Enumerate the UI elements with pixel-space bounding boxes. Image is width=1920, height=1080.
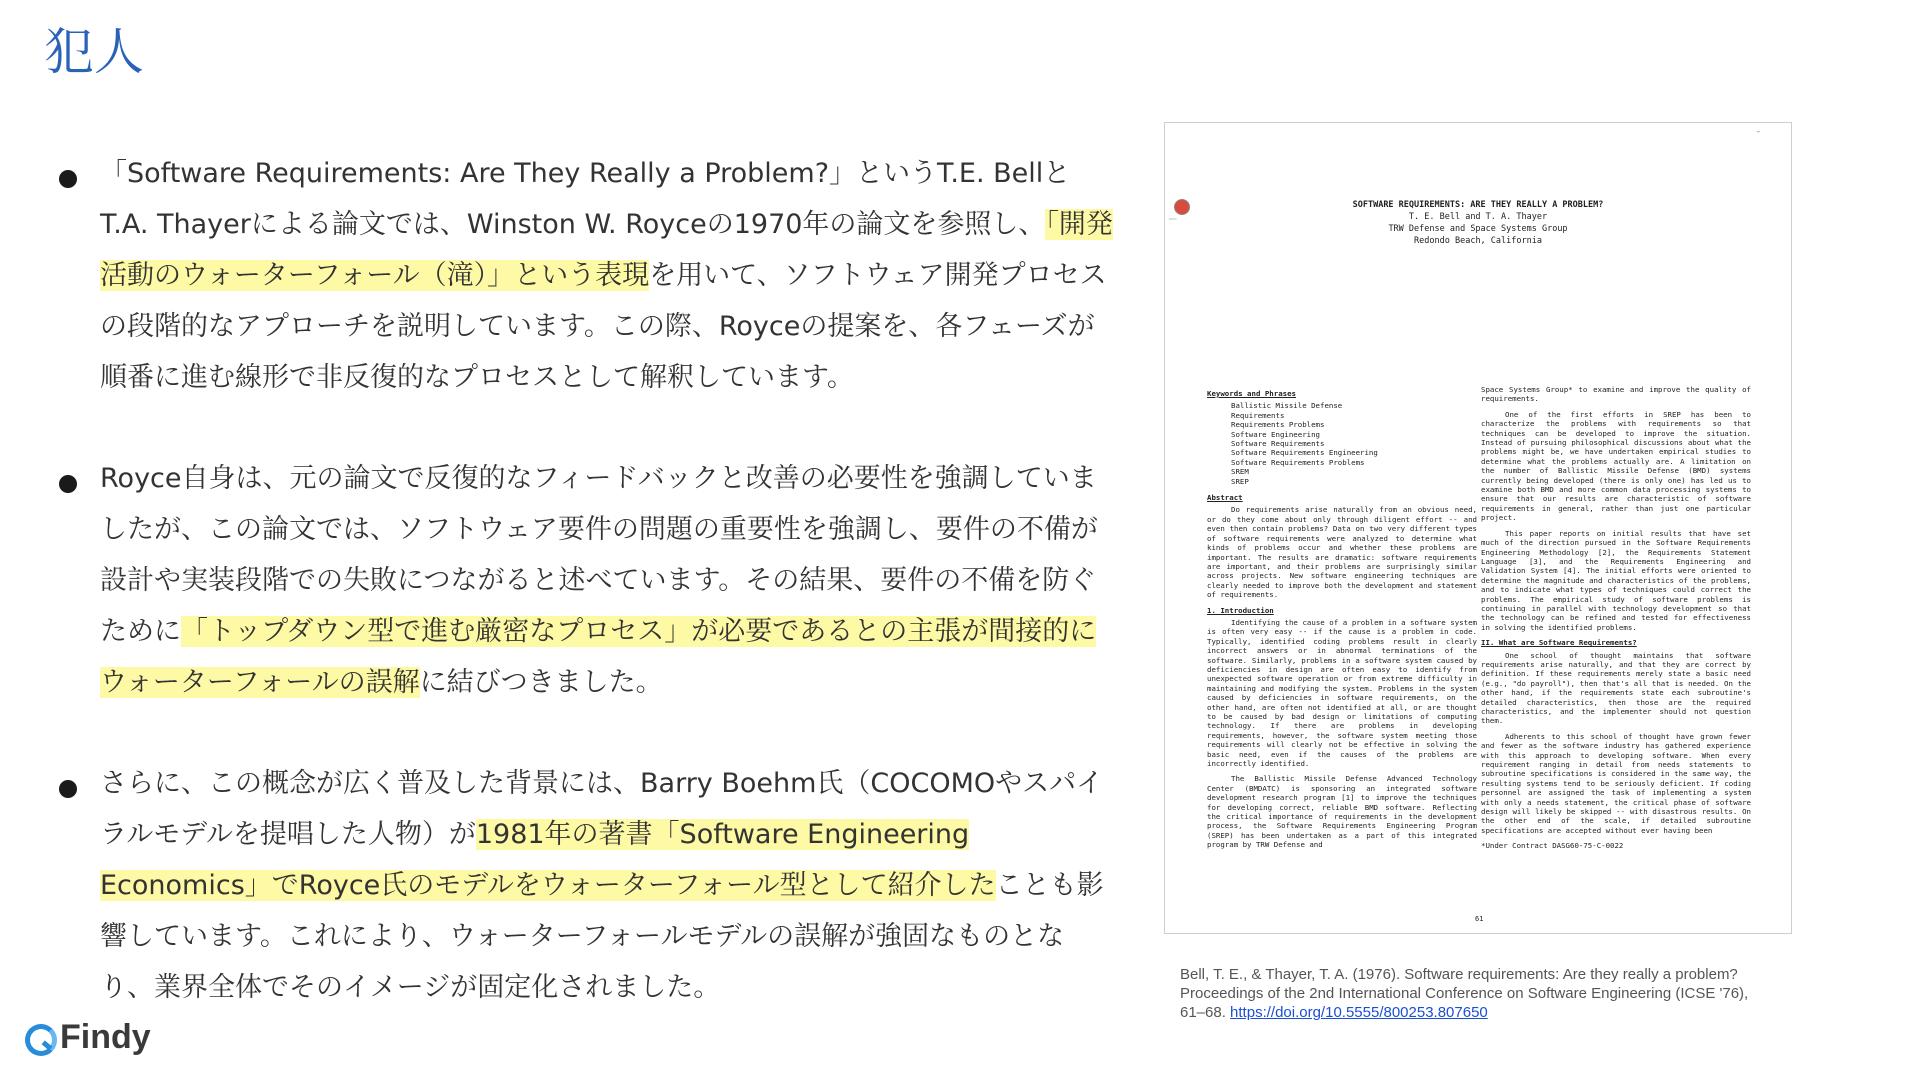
bullet-dot-icon: [59, 170, 77, 188]
keyword: SREM: [1231, 467, 1249, 477]
text-segment: に結びつきました。: [419, 667, 663, 698]
bullet-item: [56, 758, 1116, 1013]
paper-paragraph: One of the first efforts in SREP has been to characterize the problems with requirements so that techniques can be developed to improve the situation. Instead of pursuing philosophical discussions about what the problems might be, we have undertaken empirical studies to determine what the problems actually are. A limitation on the number of Ballistic Missile Defense (BMD) systems currently being developed (there is only one) has led us to examine both BMD and more common data processing systems to ensure that our results are characteristic of software requirements in general, rather than just one particular project.: [1481, 409, 1751, 523]
abstract-heading: Abstract: [1207, 493, 1243, 503]
keywords-list: [1207, 401, 1477, 486]
paper-page-number: 61: [1475, 915, 1484, 923]
bullet-item: [56, 148, 1116, 403]
text-segment: ことも影響しています。これにより、ウォーターフォールモデルの誤解が強固なものとなり、業界全体でそのイメージが固定化されました。: [100, 870, 1104, 1003]
paper-affiliation: Redondo Beach, California: [1414, 236, 1542, 246]
paper-column-right: [1481, 385, 1751, 857]
paper-paragraph: Adherents to this school of thought have grown fewer and fewer as the software industry has gathered experience with this approach to developing software. When every requirement ranging in detail from needs statements to subroutine specifications is considered in the same way, the resulting systems tend to be seriously deficient. If coding personnel are assigned the task of implementing a system with only a needs statement, the critical phase of software design will likely be skipped -- with disastrous results. On the other end of the scale, if detailed subroutine specifications are accepted without ever having been: [1481, 731, 1751, 835]
text-segment: 「Software Requirements: Are They Really a Problem?」というT.E. BellとT.A. Thayerによる論文では、Winston W. Royceの1970年の論文を参照し、: [100, 158, 1071, 240]
paper-footnote: *Under Contract DASG60-75-C-0022: [1481, 841, 1624, 851]
text-segment: を用いて、ソフトウェア開発プロセスの段階的なアプローチを説明しています。この際、Royceの提案を、各フェーズが順番に進む線形で非反復的なプロセスとして解釈しています。: [100, 260, 1107, 393]
abstract-text: Do requirements arise naturally from an obvious need, or do they come about only through diligent effort -- and even then contain problems? Data on two very different types of software requirements were analyzed to determine what kinds of problems occur and whether these problems are important. The results are dramatic: software requirements are important, and their problems are surprisingly similar across projects. New software engineering techniques are clearly needed to improve both the development and statement of requirements.: [1207, 505, 1477, 600]
paper-paragraph: The Ballistic Missile Defense Advanced Technology Center (BMDATC) is sponsoring an integrated software development research program [1] to improve the techniques for developing correct, reliable BMD software. Reflecting the critical importance of requirements in the development process, the Software Requirements Engineering Program (SREP) has been undertaken as a part of this integrated program by TRW Defense and: [1207, 774, 1477, 850]
paper-affiliation: TRW Defense and Space Systems Group: [1388, 224, 1568, 234]
bullet-list: [56, 148, 1116, 1063]
bullet-dot-icon: [59, 475, 77, 493]
keyword: Software Requirements: [1231, 439, 1325, 449]
highlighted-text: 1981年の著書「Software Engineering Economics」でRoyce氏のモデルをウォーターフォール型として紹介した: [100, 819, 996, 901]
text-segment: さらに、この概念が広く普及した背景には、Barry Boehm氏（COCOMOやスパイラルモデルを提唱した人物）が: [100, 768, 1104, 850]
text-segment: Royce自身は、元の論文で反復的なフィードバックと改善の必要性を強調していましたが、この論文では、ソフトウェア要件の問題の重要性を強調し、要件の不備が設計や実装段階での失敗につながると述べています。その結果、要件の不備を防ぐために: [100, 463, 1098, 647]
intro-heading: 1. Introduction: [1207, 605, 1274, 615]
bullet-item: [56, 453, 1116, 708]
keyword: Requirements: [1231, 410, 1285, 420]
paper-paragraph: One school of thought maintains that software requirements arise naturally, and that they are correct by definition. If these requirements merely state a basic need (e.g., "do payroll"), then that's all that is needed. On the other hand, if the requirements state each subroutine's detailed characteristics, then those are the required characteristics, and the implementer should not question them.: [1481, 650, 1751, 726]
keyword: Ballistic Missile Defense: [1231, 401, 1343, 411]
paper-paragraph: Identifying the cause of a problem in a software system is often very easy -- if the cause is a problem in code. Typically, identified coding problems result in clearly incorrect answers or in abnormal terminations of the software. Similarly, problems in a software system caused by deficiencies in design are often easy to identify from unexpected software operation or from extreme difficulty in maintaining and modifying the system. Problems in the system caused by deficiencies in software requirements, on the other hand, are often not identified at all, or are thought to be caused by bad design or limitations of computing technology. If there are problems in developing requirements, however, the software system meeting those requirements will clearly not be effective in solving the basic need, even if the causes of the problems are incorrectly identified.: [1207, 617, 1477, 769]
bullet-dot-icon: [59, 780, 77, 798]
bullet-text: [100, 158, 1113, 393]
highlighted-text: 「トップダウン型で進む厳密なプロセス」が必要であるとの主張が間接的にウォーターフォールの誤解: [100, 616, 1097, 698]
brand-name: Findy: [60, 1018, 151, 1056]
paper-paragraph: Space Systems Group* to examine and improve the quality of requirements.: [1481, 385, 1751, 404]
paper-header: [1165, 199, 1791, 247]
citation-text: Bell, T. E., & Thayer, T. A. (1976). Software requirements: Are they really a problem? Proceedings of the 2nd International Conference on Software Engineering (ICSE '76), 61–68.: [1180, 966, 1749, 1021]
keyword: SREP: [1231, 476, 1249, 486]
keywords-heading: Keywords and Phrases: [1207, 389, 1296, 398]
paper-corner-mark: -: [1755, 127, 1761, 137]
paper-page-image: [1164, 122, 1792, 934]
keyword: Software Requirements Problems: [1231, 457, 1365, 467]
slide-title: 犯人: [44, 23, 144, 81]
paper-authors: T. E. Bell and T. A. Thayer: [1408, 212, 1548, 222]
paper-paragraph: This paper reports on initial results that have set much of the direction pursued in the Software Requirements Engineering Methodology [2], the Requirements Statement Language [3], and the Requirements Engineering and Validation System [4]. The initial efforts were oriented to determine the magnitude and characteristics of the problems, and to indicate what types of techniques could correct the problems. The empirical study of software problems is continuing in parallel with technology development so that the technology can be refined and tested for effectiveness in solving the identified problems.: [1481, 528, 1751, 632]
keyword: Requirements Problems: [1231, 420, 1325, 430]
keyword: Software Requirements Engineering: [1231, 448, 1378, 458]
highlighted-text: 「開発活動のウォーターフォール（滝）」という表現: [100, 209, 1113, 291]
findy-logo-icon: [24, 1023, 54, 1053]
keyword: Software Engineering: [1231, 429, 1320, 439]
bullet-text: [100, 463, 1098, 698]
paper-badge-icon: ▭▭▭: [1169, 197, 1193, 225]
bullet-text: [100, 768, 1104, 1003]
paper-title: SOFTWARE REQUIREMENTS: ARE THEY REALLY A PROBLEM?: [1352, 200, 1604, 210]
brand-logo: [24, 1018, 151, 1057]
doi-link[interactable]: https://doi.org/10.5555/800253.807650: [1230, 1004, 1488, 1021]
citation: [1180, 965, 1760, 1022]
paper-column-left: [1207, 385, 1477, 856]
section-heading: II. What are Software Requirements?: [1481, 638, 1637, 648]
